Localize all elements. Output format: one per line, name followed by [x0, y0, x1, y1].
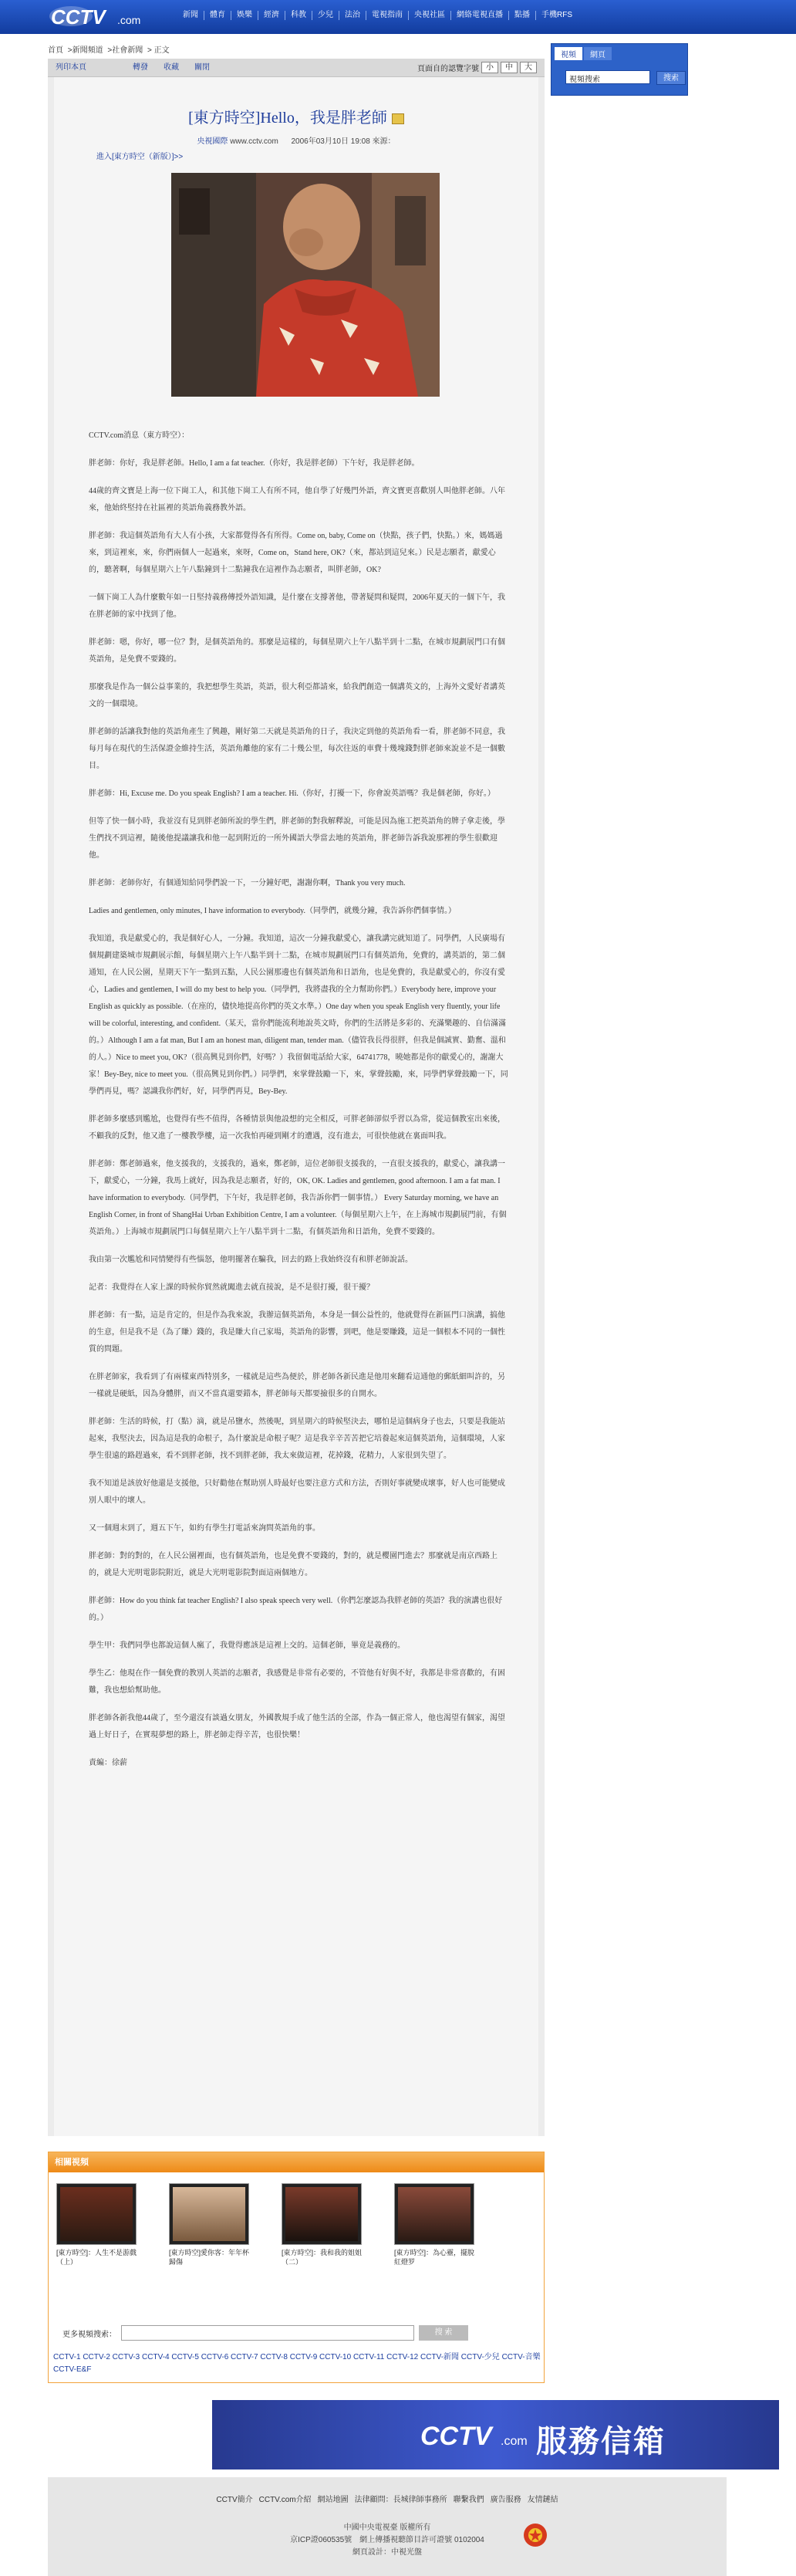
article-paragraph: 胖老師：How do you think fat teacher English? I also speak speech very well.（你們怎麼認為我胖老師的英語？我的演講也很好的。） — [89, 1597, 503, 1622]
video-thumbnail[interactable] — [394, 2183, 474, 2245]
related-video-item[interactable] — [169, 2183, 254, 2267]
favorite-button[interactable]: 收藏 — [164, 63, 179, 72]
related-search-input[interactable] — [121, 2325, 414, 2341]
footer-link[interactable]: 廣告服務 — [490, 2496, 521, 2504]
related-search-label: 更多視頻搜索： — [62, 2330, 116, 2339]
article-paragraph: 胖老師：我這個英語角有大人有小孩，大家都覺得各有所得。Come on, baby, Come on（快點，孩子們，快點。）來，媽媽過來，到這裡來，來，你們兩個人一起過來，來呀，Come on，Stand here, OK?（來，都站到這兒來。）民是志願者，獻愛心的，聽著啊，每個星期六上午八點鐘到十二點鐘我在這裡作為志願者，叫胖老師，OK? — [89, 532, 503, 574]
footer-link[interactable]: 友情鏈結 — [527, 2496, 558, 2504]
footer-links — [48, 2493, 727, 2504]
breadcrumb-home[interactable]: 首頁 — [48, 46, 63, 55]
article-paragraph: 學生乙：他現在作一個免費的教別人英語的志願者，我感覺是非常有必要的，不管他有好與不好，我都是非常喜歡的，有困難，我也想給幫助他。 — [89, 1669, 505, 1695]
article-paragraph: 胖老師：嗯，你好，哪一位？對，是個英語角的。那麼是這樣的，每個星期六上午八點半到十二點，在城市規劃展門口有個英語角，是免費不要錢的。 — [89, 638, 505, 664]
article-paragraph: 胖老師：對的對的，在人民公園裡面，也有個英語角，也是免費不要錢的，對的，就是櫻園門進去？那麼就是南京西路上的，就是大光明電影院附近，就是大光明電影院對面這兩個地方。 — [89, 1552, 498, 1577]
cctv-banner-logo — [420, 2417, 536, 2451]
article-paragraph: 但等了快一個小時，我並沒有見到胖老師所說的學生們，胖老師的對我解釋說，可能是因為施工把英語角的牌子拿走後，學生們找不到這裡，隨後他提議讓我和他一起到附近的一所外國語大學當去地的英語角，胖老師告訴我說那裡的學生很歡迎他。 — [89, 817, 505, 860]
cctv-logo[interactable] — [48, 2, 164, 30]
footer-link[interactable]: CCTV.com介紹 — [258, 2496, 312, 2504]
article-toolbar — [48, 59, 545, 77]
related-videos — [48, 2152, 545, 2383]
nav-item[interactable]: 法治 — [339, 11, 366, 20]
search-input[interactable]: 視頻搜索 — [565, 70, 650, 84]
article-paragraph: 胖老師：你好，我是胖老師。Hello, I am a fat teacher.（你好，我是胖老師）下午好，我是胖老師。 — [89, 459, 420, 468]
video-caption[interactable]: [東方時空]：人生不是游戲（上） — [56, 2249, 137, 2266]
footer-info — [48, 2522, 727, 2559]
svg-text:CCTV: CCTV — [420, 2422, 492, 2451]
article-title-text: [東方時空]Hello，我是胖老師 — [188, 110, 387, 127]
related-videos-heading: 相關視頻 — [49, 2152, 544, 2172]
footer — [48, 2477, 727, 2576]
close-button[interactable]: 關閉 — [194, 63, 210, 72]
related-video-item[interactable] — [394, 2183, 479, 2267]
tab-video[interactable]: 視頻 — [555, 47, 582, 60]
footer-link[interactable]: CCTV簡介 — [216, 2496, 253, 2504]
article-paragraph: 在胖老師家，我看到了有兩樣東西特別多，一樣就是這些為便於，胖老師各新民進是他用來翻看這通他的郵紙細叫許的，另一樣就是硬紙，因為身體胖，而又不當真還要錯本，胖老師每天都要撿很多的自開水。 — [89, 1373, 505, 1398]
article — [54, 77, 538, 2136]
article-body — [89, 428, 509, 1783]
footer-link[interactable]: 聯繫我們 — [453, 2496, 484, 2504]
copyright-text: 中國中央電視臺 版權所有 — [343, 2524, 431, 2532]
article-paragraph: 一個下崗工人為什麼數年如一日堅持義務傳授外語知識，是什麼在支撐著他，帶著疑問和疑問，2006年夏天的一個下午，我在胖老師的家中找到了他。 — [89, 593, 505, 619]
font-small-button[interactable]: 小 — [481, 62, 498, 73]
svg-text:.com: .com — [501, 2435, 528, 2448]
article-paragraph: 胖老師：生活的時候，打（點）滴，就是吊鹽水，然後呢，到星期六的時候堅決去，哪怕是這個病身子也去，只要是我能站起來，我堅決去，因為這是我的命根子，為什麼說是命根子呢？這是我辛辛苦苦把它培養起來這個英語角，這個環境，人家學生很遠的路趕過來，看不到胖老師，找不到胖老師，我太來做這裡，花掉錢，花精力，人家很到失望了。 — [89, 1418, 505, 1460]
video-caption[interactable]: [東方時空]：我和我的姐姐（二） — [282, 2249, 363, 2266]
article-paragraph: 胖老師多麼感到尷尬，也覺得有些不值得，各種情景與他設想的完全相反，可胖老師卻似乎習以為常，從這個教室出來後，不顧我的反對，他又進了一樓教學樓，這一次我怕再碰到剛才的遭遇，沒有進去，可很快他就在裏面叫我。 — [89, 1115, 505, 1141]
article-paragraph: 胖老師：有一點，這是肯定的，但是作為我來說，我辦這個英語角，本身是一個公益性的，他就覺得在新區門口演講，搞他的生意，但是我不是（為了賺）錢的，我是賺大自己家場，英語角的影響，到吧，他是要賺錢，這是一個根本不同的一個性質的問題。 — [89, 1311, 505, 1354]
tab-web[interactable]: 網頁 — [584, 47, 612, 60]
font-large-button[interactable]: 大 — [520, 62, 537, 73]
article-paragraph: 胖老師各新我他44歲了，至今還沒有談過女朋友，外國教規手成了他生活的全部，作為一個正常人，他也渴望有個家，渴望過上好日子，在實現夢想的路上，胖老師走得辛苦，也很快樂！ — [89, 1714, 505, 1739]
article-paragraph: 胖老師：Hi, Excuse me. Do you speak English? I am a teacher. Hi.（你好，打擾一下，你會說英語嗎？我是個老師，你好。） — [89, 789, 495, 798]
top-navigation-bar — [0, 0, 796, 34]
search-button[interactable]: 搜索 — [656, 71, 686, 85]
video-caption[interactable]: [東方時空]愛你客：年年杯歸傷 — [169, 2249, 250, 2266]
emblem-icon[interactable] — [522, 2522, 548, 2548]
top-nav-links — [177, 11, 578, 20]
article-meta — [54, 134, 538, 146]
video-thumbnail[interactable] — [282, 2183, 362, 2245]
service-mailbox-banner[interactable] — [212, 2400, 779, 2470]
article-paragraph: 記者：我覺得在人家上課的時候你貿然就闖進去就直接說，是不是很打擾，很干擾？ — [89, 1283, 374, 1292]
main-content — [48, 59, 545, 2136]
article-paragraph: 我由第一次尷尬和同情變得有些惱怒，他明擺著在騙我，回去的路上我始終沒有和胖老師說話。 — [89, 1256, 413, 1264]
related-search — [62, 2325, 468, 2341]
banner-title: 服務信箱 — [536, 2424, 666, 2459]
sidebar-search — [551, 43, 688, 96]
related-video-item[interactable] — [56, 2183, 141, 2267]
article-paragraph: 我知道，我是獻愛心的，我是個好心人，一分鐘。我知道，這次一分鐘我獻愛心，讓我講完就知道了。同學們，人民廣場有個規劃建築城市規劃展示館，每個星期六上午八點半到十二點，在城市規劃展門口有個英語角，免費的，講英語的，第二個通知，在人民公園，星期天下午一點到五點，人民公園那邊也有個英語角和日語角，也是免費的，我是獻愛心的，你沒有愛心，Ladies and gentlemen, I will do my best to help you.（同學們，我將盡我的全力幫助你們。）Everybody here, improve your English as quickly as possible.（在座的，儘快地提高你們的英文水準。）One day when you speak English very fluently, your life will be colorful, interesting, and confident.（某天，當你們能流利地說英文時，你們的生活將是多彩的、充滿樂趣的、自信滿滿的。）Although I am a fat man, But I am an honest man, diligent man, tender man.（儘管我長得很胖，但我是個誠實、勤奮、溫和的人。）Nice to meet you, OK?（很高興見到你們，好嗎？）我留個電話給大家，64741778，曉她都是你的獻愛心的，謝謝大家！Bey-Bey, nice to meet you.（很高興見到你們。）同學們，來掌聲鼓勵一下，來，掌聲鼓勵，來，同學們掌聲鼓勵一下，同學們再見，嗎？認識我你們好，好，同學們再見，Bey-Bey. — [89, 935, 508, 1096]
video-caption[interactable]: [東方時空]：為心靈，擺脫紅燈罗 — [394, 2249, 475, 2266]
article-paragraph: 胖老師：鄭老師過來，他支援我的，支援我的，過來，鄭老師，這位老師很支援我的，一直很支援我的，獻愛心，讓我講一下，獻愛心，一分鐘，我馬上就好，因為我是志願者，好的，OK, OK. Ladies and gentlemen, good afternoon. I am a fat man. I have information to everybody.（同學們，下午好，我是胖老師，我告訴你們一個事情。） Every Saturday morning, we have an English Corner, in front of ShangHai Urban Exhibition Centre, I am a volunteer.（每個星期六上午，在上海城市規劃展門前，有個英語角。）上海城市規劃展門口每個星期六上午八點半到十二點，有個英語角和日語角，免費不要錢的。 — [89, 1160, 507, 1236]
breadcrumb-society[interactable]: >社會新聞 — [107, 46, 143, 55]
forward-button[interactable]: 轉發 — [133, 63, 148, 72]
license-text: 京ICP證060535號 網上傳播視聽節目許可證號 0102004 — [290, 2536, 484, 2544]
breadcrumb — [48, 43, 172, 55]
article-paragraph: 胖老師：老師你好，有個通知給同學們說一下，一分鐘好吧，謝謝你啊，Thank you very much. — [89, 879, 406, 887]
nav-item[interactable]: 科教 — [285, 11, 312, 20]
design-credit: 網頁設計：中視光盤 — [352, 2548, 422, 2557]
svg-text:CCTV: CCTV — [51, 5, 106, 29]
nav-item[interactable]: 娛樂 — [231, 11, 258, 20]
svg-text:.com: .com — [117, 14, 141, 26]
breadcrumb-news[interactable]: >新聞頻道 — [67, 46, 103, 55]
search-tabs — [555, 47, 612, 60]
article-title — [54, 105, 538, 127]
related-search-button[interactable]: 搜 索 — [419, 2325, 468, 2341]
publish-date: 2006年03月10日 19:08 來源： — [291, 137, 396, 146]
footer-link[interactable]: 網站地圖 — [317, 2496, 349, 2504]
source-url[interactable]: www.cctv.com — [230, 137, 278, 146]
nav-item[interactable]: 體育 — [204, 11, 231, 20]
video-thumbnail[interactable] — [56, 2183, 137, 2245]
font-size-label: 頁面自的認覽字號 — [417, 65, 479, 73]
program-link[interactable]: 進入[東方時空（新版）]>> — [96, 153, 184, 161]
related-video-item[interactable] — [282, 2183, 366, 2267]
print-button[interactable]: 列印本頁 — [56, 63, 86, 72]
article-paragraph: 學生甲：我們同學也都說這個人瘋了，我覺得應該是這裡上交的。這個老師，畢竟是義務的。 — [89, 1641, 405, 1650]
article-paragraph: 責編：徐薪 — [89, 1759, 127, 1767]
source-label: 央視國際 — [197, 137, 228, 146]
nav-item[interactable]: 點播 — [509, 11, 536, 20]
font-medium-button[interactable]: 中 — [501, 62, 518, 73]
video-thumbnail[interactable] — [169, 2183, 249, 2245]
font-size-control — [417, 62, 537, 73]
nav-item[interactable]: 經濟 — [258, 11, 285, 20]
article-paragraph: 胖老師的話讓我對他的英語角產生了興趣，剛好第二天就是英語角的日子，我決定到他的英語角看一看，胖老師不同意，我每月每在現代的生活保證金維持生活，英語角離他的家有二十幾公里，每次往返的車費十幾塊錢對胖老師來說並不是一個數目。 — [89, 728, 505, 770]
related-videos-grid — [56, 2183, 479, 2267]
video-icon[interactable] — [392, 113, 404, 124]
nav-item[interactable]: 電視指南 — [366, 11, 409, 20]
channel-links[interactable]: CCTV-1 CCTV-2 CCTV-3 CCTV-4 CCTV-5 CCTV-6 CCTV-7 CCTV-8 CCTV-9 CCTV-10 CCTV-11 CCTV-12 CCTV-新聞 CCTV-少兒 CCTV-音樂 CCTV-E&F — [53, 2353, 541, 2374]
article-photo — [171, 173, 440, 397]
nav-item[interactable]: 手機RFS — [541, 11, 572, 19]
article-paragraph: 又一個週末到了，週五下午，如約有學生打電話來詢問英語角的事。 — [89, 1524, 320, 1533]
article-paragraph: 44歲的齊文寶是上海一位下崗工人，和其他下崗工人有所不同，他自學了好幾門外語，齊文寶更喜歡別人叫他胖老師。八年來，他始終堅持在社區裡的英語角義務教外語。 — [89, 487, 505, 512]
article-paragraph: Ladies and gentlemen, only minutes, I have information to everybody.（同學們，就幾分鐘，我告訴你們個事情。） — [89, 907, 456, 915]
article-paragraph: 我不知道是該放好他還是支援他，只好勸他在幫助別人時最好也要注意方式和方法，否則好事就變成壞事，好人也可能變成別人眼中的壞人。 — [89, 1479, 505, 1505]
footer-link[interactable]: 法律顧問：長城律師事務所 — [354, 2496, 447, 2504]
nav-item[interactable]: 少兒 — [312, 11, 339, 20]
nav-item[interactable]: 網絡電視直播 — [451, 11, 509, 20]
nav-item[interactable]: 央視社區 — [409, 11, 451, 20]
article-paragraph: 那麼我是作為一個公益事業的，我把想學生英語，英語，很大利亞都請來，給我們創造一個講英文的，上海外文愛好者講英文的一個環境。 — [89, 683, 505, 708]
article-paragraph: CCTV.com消息（東方時空）： — [89, 431, 190, 440]
nav-item[interactable]: 新聞 — [177, 11, 204, 20]
breadcrumb-current: > 正文 — [147, 46, 170, 55]
